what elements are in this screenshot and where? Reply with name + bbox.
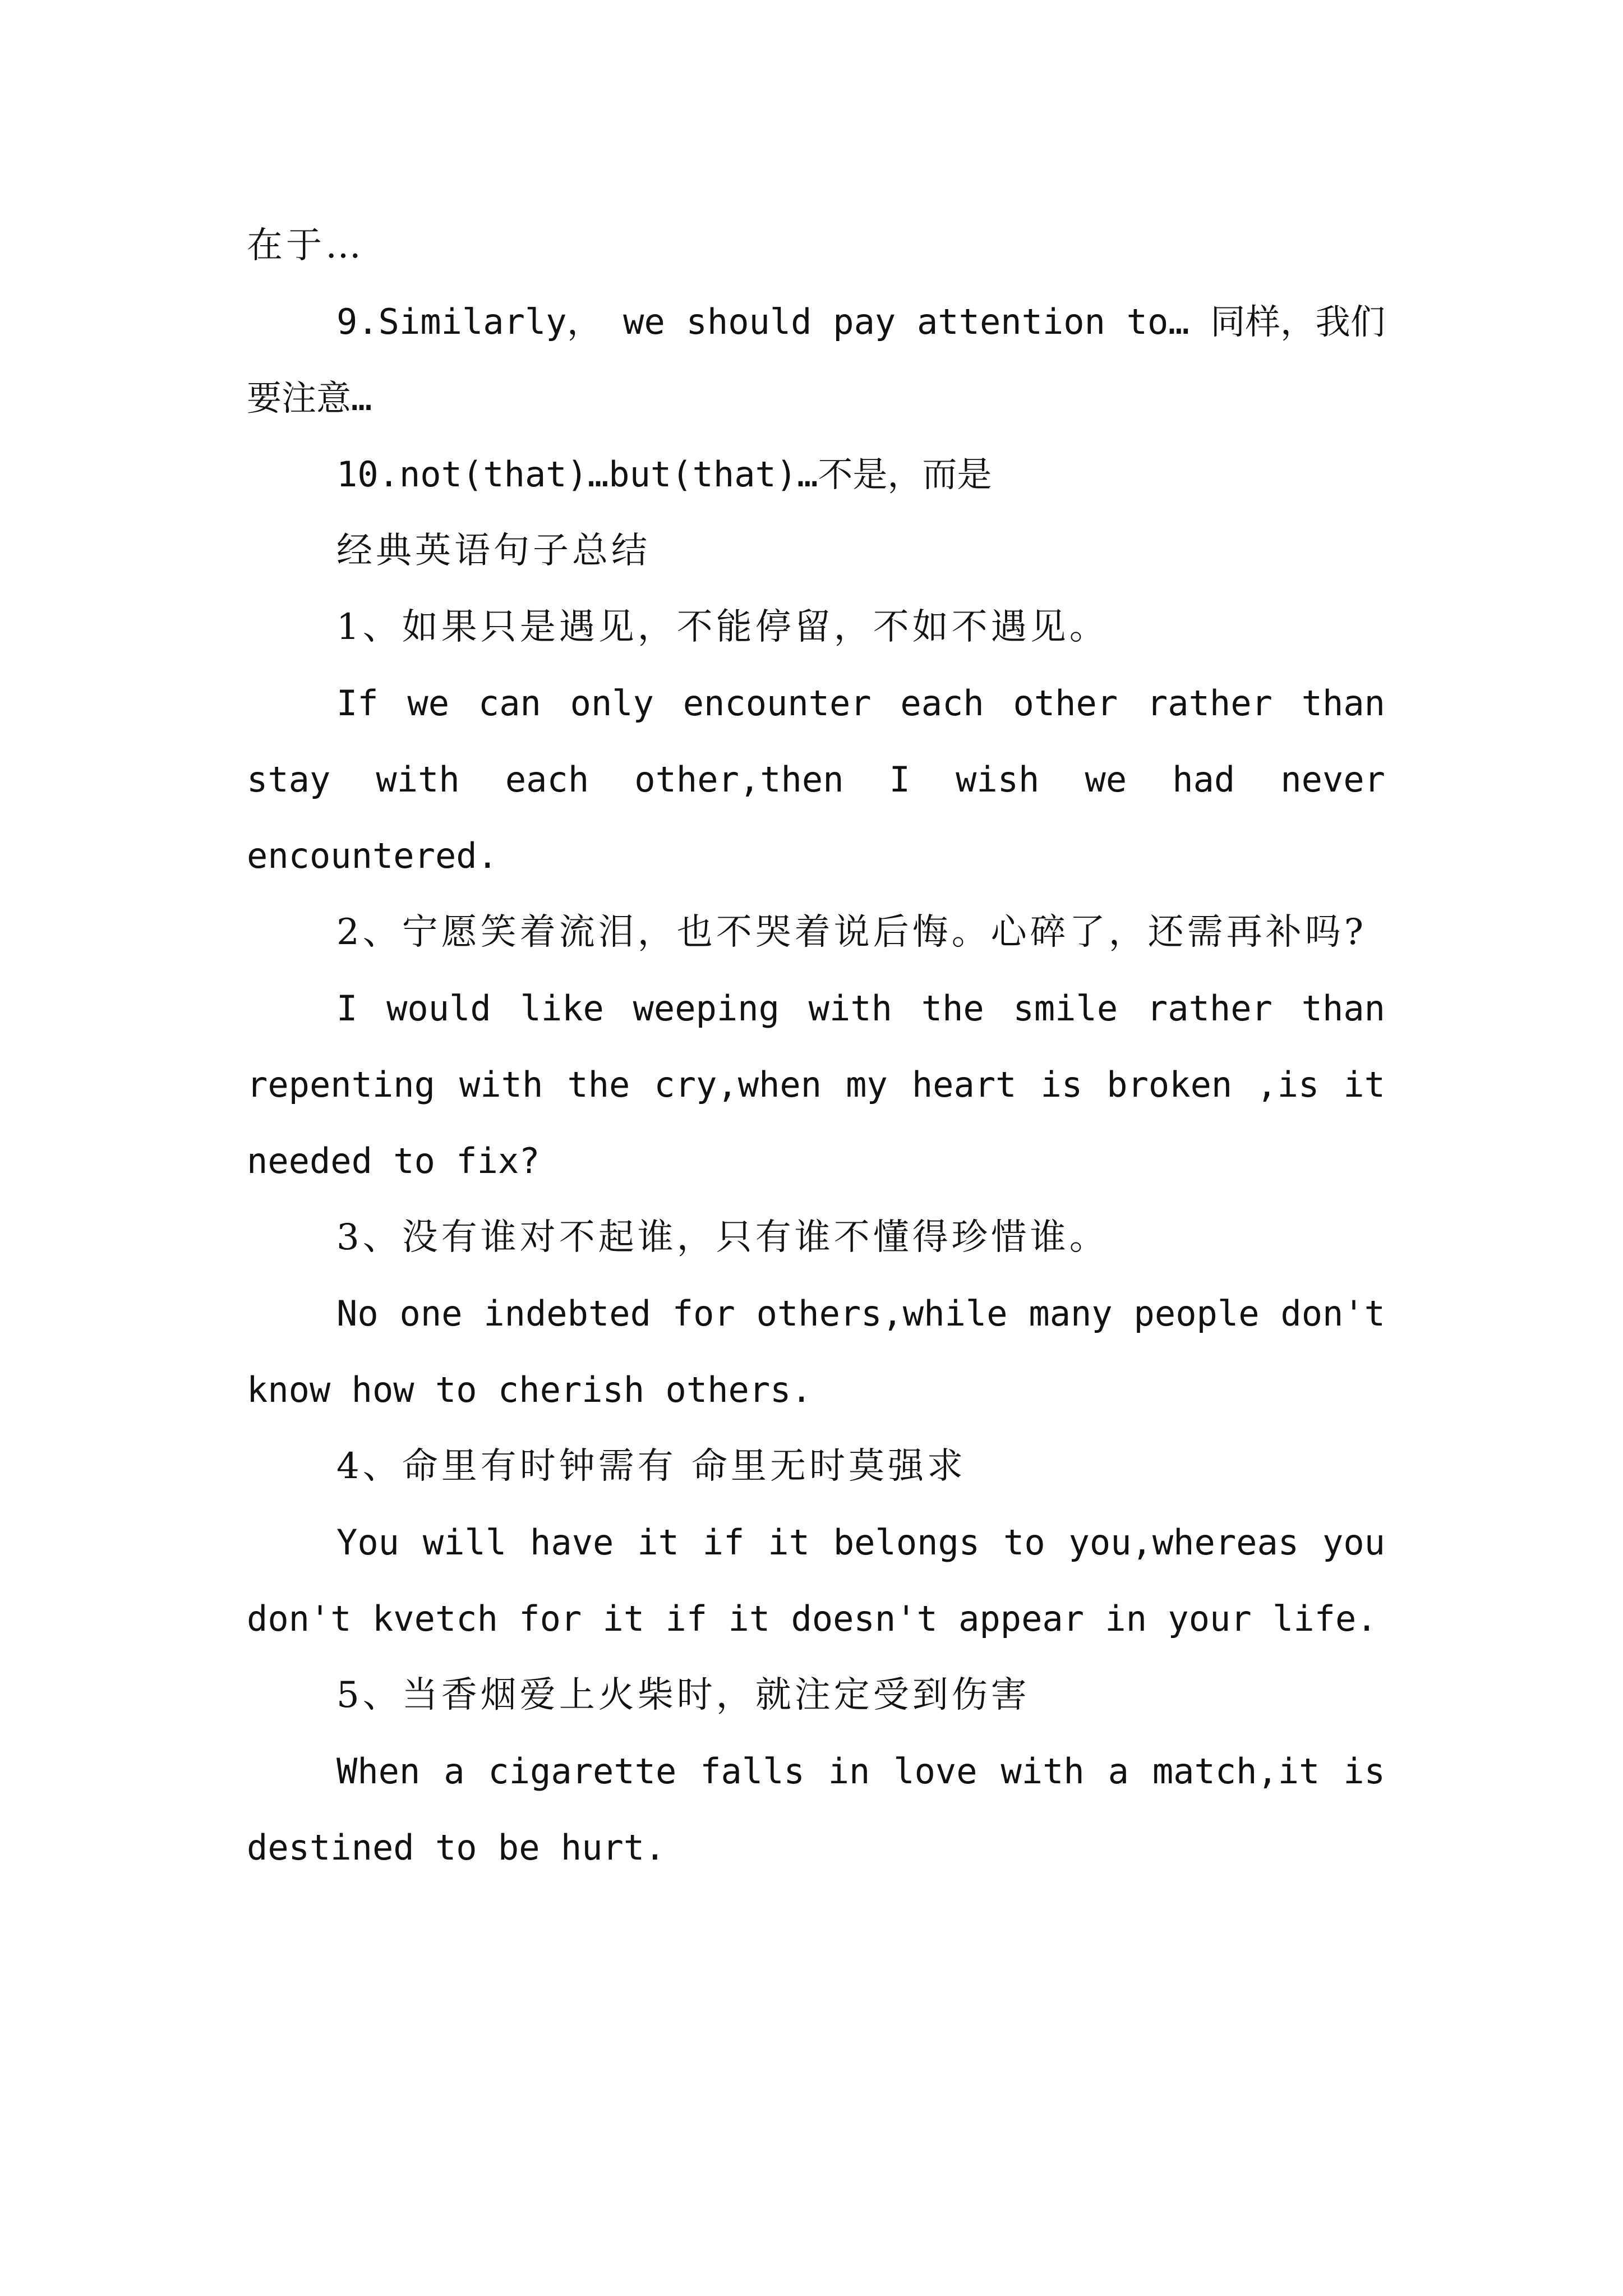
quote-1-chinese: 1、如果只是遇见，不能停留，不如不遇见。 (336, 606, 1109, 648)
quote-2-chinese: 2、宁愿笑着流泪，也不哭着说后悔。心碎了，还需再补吗? (336, 912, 1367, 953)
section-heading: 经典英语句子总结 (336, 530, 651, 572)
paragraph-item-10: 10.not(that)…but(that)…不是，而是 (336, 454, 992, 495)
quote-3-english: No one indebted for others,while many people don't know how to cherish others. (247, 1293, 1385, 1410)
quote-3-chinese: 3、没有谁对不起谁，只有谁不懂得珍惜谁。 (336, 1217, 1109, 1258)
quote-4-chinese: 4、命里有时钟需有 命里无时莫强求 (336, 1446, 967, 1487)
paragraph-item-9: 9.Similarly， we should pay attention to… 同样，我们要注意… (247, 301, 1385, 418)
quote-5-chinese: 5、当香烟爱上火柴时，就注定受到伤害 (336, 1674, 1030, 1716)
quote-2-english: I would like weeping with the smile rather than repenting with the cry,when my heart is broken ,is it needed to fix? (247, 988, 1385, 1181)
quote-4-english: You will have it if it belongs to you,whereas you don't kvetch for it if it doesn't appear in your life. (247, 1522, 1385, 1639)
paragraph-continuation: 在于… (247, 225, 365, 266)
quote-1-english: If we can only encounter each other rather than stay with each other,then I wish we had never encountered. (247, 683, 1385, 876)
quote-5-english: When a cigarette falls in love with a match,it is destined to be hurt. (247, 1751, 1385, 1868)
document-page (247, 208, 1385, 1886)
